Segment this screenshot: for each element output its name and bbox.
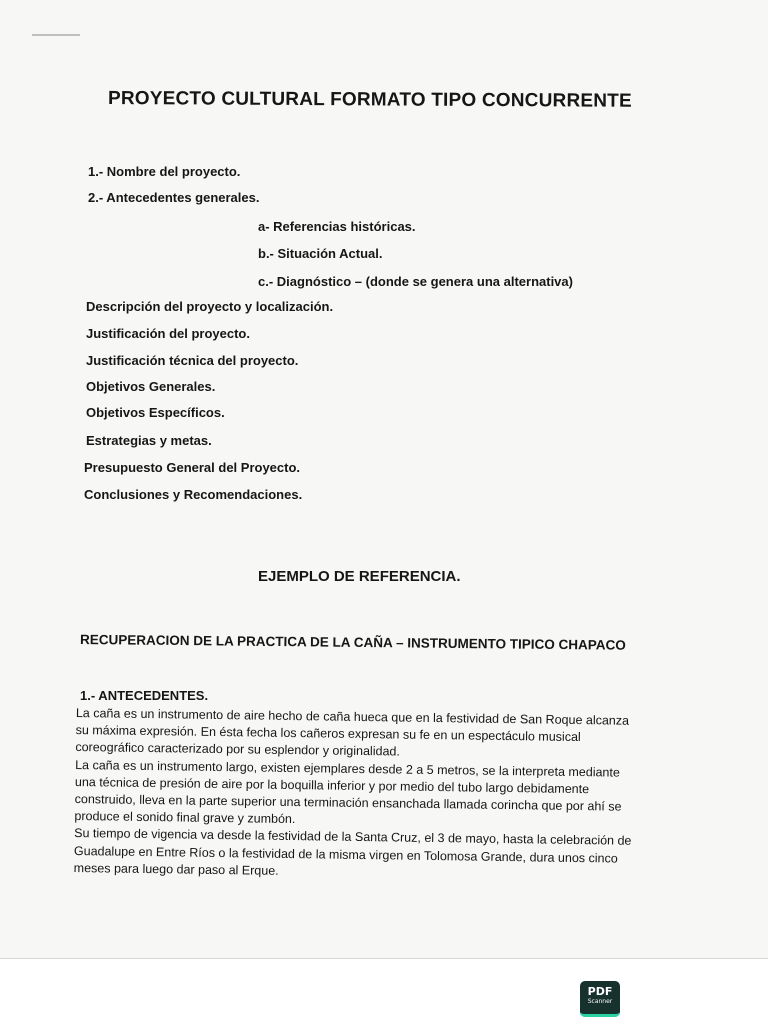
outline-item: Objetivos Específicos. xyxy=(86,405,225,420)
scan-mark xyxy=(32,34,80,36)
outline-item: Presupuesto General del Proyecto. xyxy=(84,460,301,475)
paragraph: La caña es un instrumento largo, existen ejemplares desde 2 a 5 metros, se la interpreta mediante una técnica de presión de aire por la boquilla inferior y por medio del tubo largo debidamente construido, lleva en la parte superior una terminación ensanchada llamada corincha que por ahí se produce el sonido final grave y zumbón. xyxy=(74,757,622,827)
document-title: PROYECTO CULTURAL FORMATO TIPO CONCURRENTE xyxy=(107,88,632,112)
example-subheading: RECUPERACION DE LA PRACTICA DE LA CAÑA – INSTRUMENTO TIPICO CHAPACO xyxy=(79,632,626,653)
badge-sublabel: Scanner xyxy=(587,998,613,1005)
section-title: 1.- ANTECEDENTES. xyxy=(80,688,209,703)
outline-item: Justificación del proyecto. xyxy=(86,326,250,341)
outline-subitem: b.- Situación Actual. xyxy=(258,246,383,261)
viewer-footer xyxy=(0,959,768,1024)
paragraph: Su tiempo de vigencia va desde la festividad de la Santa Cruz, el 3 de mayo, hasta la celebración de Guadalupe en Entre Ríos o la festividad de la misma virgen en Tolomosa Grande, dura unos cinco meses para luego dar paso al Erque. xyxy=(73,826,632,878)
outline-subitem: c.- Diagnóstico – (donde se genera una alternativa) xyxy=(258,274,573,289)
body-text xyxy=(74,705,636,885)
paragraph: La caña es un instrumento de aire hecho de caña hueca que en la festividad de San Roque alcanza su máxima expresión. En ésta fecha los cañeros expresan su fe en un espectáculo musical coreográfico caracterizado por su esplendor y originalidad. xyxy=(75,705,630,759)
outline-item: 1.- Nombre del proyecto. xyxy=(88,164,241,179)
outline-item: Justificación técnica del proyecto. xyxy=(86,353,299,368)
outline-item: Conclusiones y Recomendaciones. xyxy=(84,487,303,502)
outline-subitem: a- Referencias históricas. xyxy=(258,219,416,234)
badge-label: PDF xyxy=(587,985,613,998)
pdf-scanner-logo-icon xyxy=(580,981,620,1017)
example-heading: EJEMPLO DE REFERENCIA. xyxy=(258,568,461,585)
outline-item: Objetivos Generales. xyxy=(86,379,216,394)
outline-item: 2.- Antecedentes generales. xyxy=(88,190,260,205)
outline-item: Descripción del proyecto y localización. xyxy=(86,299,334,314)
outline-item: Estrategias y metas. xyxy=(86,433,212,448)
